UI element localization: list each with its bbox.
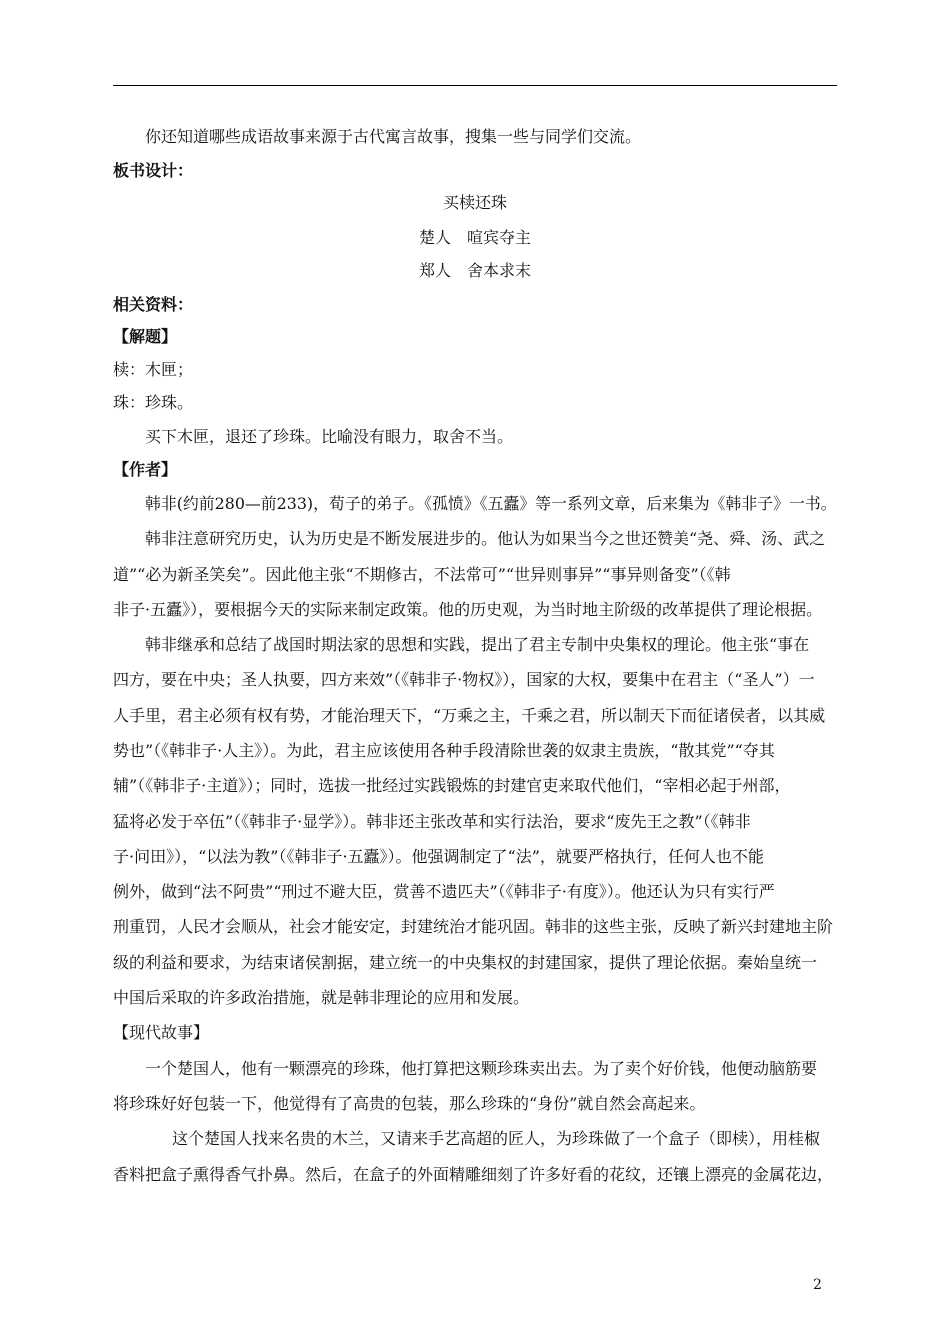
author-paragraph-line: 韩非继承和总结了战国时期法家的思想和实践，提出了君主专制中央集权的理论。他主张“事在 xyxy=(145,635,810,654)
modern-story-line: 将珍珠好好包装一下，他觉得有了高贵的包装，那么珍珠的“身份”就自然会高起来。 xyxy=(113,1094,706,1113)
modern-story-line: 一个楚国人，他有一颗漂亮的珍珠，他打算把这颗珍珠卖出去。为了卖个好价钱，他便动脑筋要 xyxy=(145,1059,818,1078)
author-paragraph-line: 韩非(约前280—前233)，荀子的弟子。《孤愤》《五蠹》等一系列文章，后来集为《韩非子》一书。 xyxy=(145,494,837,513)
author-paragraph-line: 人手里，君主必须有权有势，才能治理天下，“万乘之主，千乘之君，所以制天下而征诸侯者，以其威 xyxy=(113,706,826,725)
author-paragraph-line: 辅”（《韩非子·主道》）；同时，选拔一批经过实践锻炼的封建官吏来取代他们，“宰相必起于州部， xyxy=(113,776,791,795)
board-design-heading: 板书设计： xyxy=(113,161,194,180)
intro-text: 你还知道哪些成语故事来源于古代寓言故事，搜集一些与同学们交流。 xyxy=(145,127,642,146)
author-paragraph-line: 例外，做到“法不阿贵”“刑过不避大臣，赏善不遗匹夫”（《韩非子·有度》）。他还认为只有实行严 xyxy=(113,882,775,901)
modern-story-heading: 【现代故事】 xyxy=(113,1023,210,1042)
author-heading: 【作者】 xyxy=(113,460,178,479)
author-paragraph-line: 刑重罚，人民才会顺从，社会才能安定，封建统治才能巩固。韩非的这些主张，反映了新兴封建地主阶 xyxy=(113,917,834,936)
references-heading: 相关资料： xyxy=(113,295,194,314)
author-paragraph-line: 韩非注意研究历史，认为历史是不断发展进步的。他认为如果当今之世还赞美“尧、舜、汤、武之 xyxy=(145,529,826,548)
author-paragraph-line: 非子·五蠹》），要根据今天的实际来制定政策。他的历史观，为当时地主阶级的改革提供了理论根据。 xyxy=(113,600,823,619)
author-paragraph-line: 道”“必为新圣笑矣”。因此他主张“不期修古，不法常可”“世异则事异”“事异则备变”（《韩 xyxy=(113,565,731,584)
modern-story-line: 香料把盒子熏得香气扑鼻。然后，在盒子的外面精雕细刻了许多好看的花纹，还镶上漂亮的金属花边， xyxy=(113,1165,834,1184)
zhu-definition: 珠：珍珠。 xyxy=(113,393,194,412)
board-row-zheng: 郑人 舍本求末 xyxy=(418,261,531,280)
author-paragraph-line: 中国后采取的许多政治措施，就是韩非理论的应用和发展。 xyxy=(113,988,530,1007)
meaning-text: 买下木匣，退还了珍珠。比喻没有眼力，取舍不当。 xyxy=(145,427,514,446)
jieti-heading: 【解题】 xyxy=(113,327,178,346)
modern-story-line: 这个楚国人找来名贵的木兰，又请来手艺高超的匠人，为珍珠做了一个盒子（即椟），用桂椒 xyxy=(172,1129,821,1148)
author-paragraph-line: 势也”（《韩非子·人主》）。为此，君主应该使用各种手段清除世袭的奴隶主贵族，“散其党”“夺其 xyxy=(113,741,775,760)
author-paragraph-line: 子·问田》），“以法为教”（《韩非子·五蠹》）。他强调制定了“法”，就要严格执行，任何人也不能 xyxy=(113,847,764,866)
board-title: 买椟还珠 xyxy=(442,193,507,212)
page-number: 2 xyxy=(813,1277,822,1293)
board-row-chu: 楚人 喧宾夺主 xyxy=(418,228,531,247)
header-rule xyxy=(113,85,837,86)
author-paragraph-line: 猛将必发于卒伍”（《韩非子·显学》）。韩非还主张改革和实行法治，要求“废先王之教”（《韩非 xyxy=(113,812,751,831)
du-definition: 椟：木匣； xyxy=(113,360,194,379)
author-paragraph-line: 级的利益和要求，为结束诸侯割据，建立统一的中央集权的封建国家，提供了理论依据。秦始皇统一 xyxy=(113,953,818,972)
author-paragraph-line: 四方，要在中央；圣人执要，四方来效”（《韩非子·物权》），国家的大权，要集中在君主（“圣人”）一 xyxy=(113,670,815,689)
